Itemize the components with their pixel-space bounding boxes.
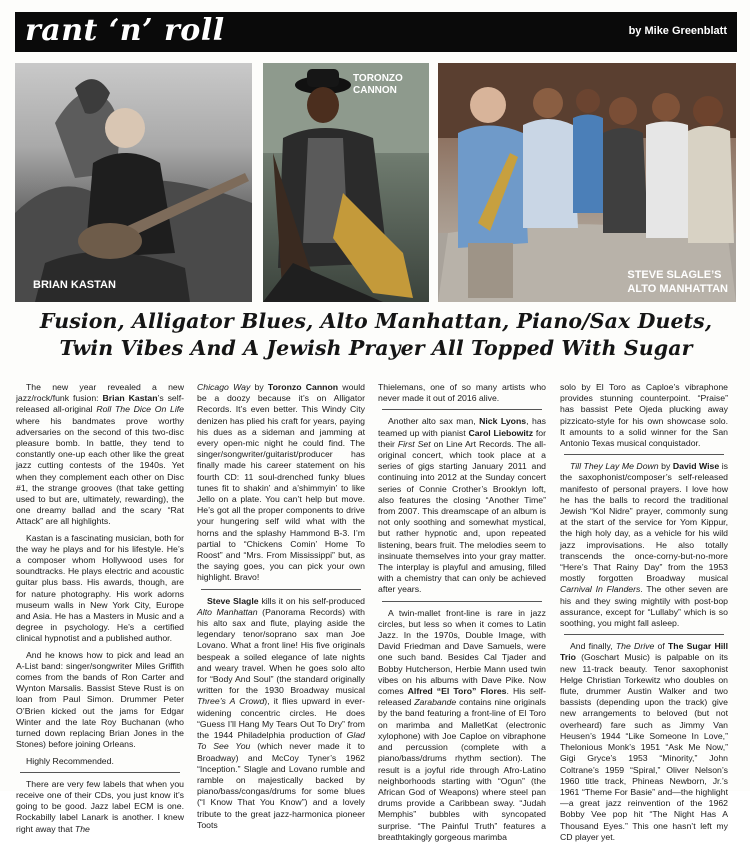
- text: A twin-mallet front-line is rare in jazz circles, but less so when it comes to Latin Jazz. In the 1970s, Double Image, with David Friedman and Dave Samuels, were one such band. Besides Cal Tjader and Bobby Hutcherson, Herbie Mann used twin vibes on his albums with Dave Pike. Now comes: [378, 607, 546, 697]
- text: of: [654, 641, 668, 652]
- headline-line: Twin Vibes And A Jewish Prayer All Topped With Sugar: [59, 336, 693, 360]
- photo-caption: BRIAN KASTAN: [33, 279, 116, 291]
- photo-brian-kastan-illustration: [15, 63, 252, 302]
- paragraph: And he knows how to pick and lead an A-List band: singer/songwriter Miles Griffith comes from the bands of Ron Carter and Wynton Marsalis. Bassist Steve Rust is on loan from Paul Simon. Drummer Peter O’Brien kicked out the jams for Edgar Winter and the late Roy Buchanan (who turned down replacing Brian Jones in the Stones) before joining Orleans.: [16, 649, 184, 750]
- artist-name: The Sugar Hill Trio: [560, 641, 728, 663]
- section-divider: [564, 634, 724, 635]
- paragraph: Kastan is a fascinating musician, both for the way he plays and for his lifestyle. He’s a composer whom Hollywood uses for soundtracks. He plays electric and acoustic guitar plus bass. His awards, though, are for nature photography. His work adorns museum walls in New York City, Europe and Asia. He has a Masters in Music and a degree in psychology. He’s a certified clinical hypnotist and a published author.: [16, 532, 184, 644]
- text: contains nine originals by the band featuring a front-line of El Toro on marimba and MalletKat (electronic xylophone) with Joe Caploe on vibraphone and percussion (complete with a piano/bass/drums rhythm section). The result is a joyful ride through Afro-Latino neighborhoods starting with “Ogun” (the African God of Weapons) where steel pan drums provide a Caribbean sway. “Judah Memphis” bubbles with syncopated surprise. “The Painful Truth” features a breathtakingly gorgeous marimba: [378, 697, 546, 842]
- text: would be a doozy because it’s on Alligator Records. It’s even better. This Windy City denizen has plied his craft for years, paying his dues as a sideman and jamming at every open-mic night he could find. The singer/songwriter/guitarist/producer has finally made his career statement on his fourth CD: 11 soul-drenched funky blues tunes fit to shakin’ and a’shimmyin’ to like Jello on a plate. You can’t help but move. He’s got all the proper components to drive your hungering self wild what with the horns and the splashy Hammond B-3. I’m partial to “Chickens Comin’ Home To Roost” and “Mrs. From Mississippi” but, as the saying goes, you can pick your own highlight. Bravo!: [197, 382, 365, 583]
- photo-alto-manhattan: [438, 63, 736, 302]
- text: (which never made it to Broadway) and McCoy Tyner’s 1962 “Inception.” Slagle and Lovano rumble and ramble on majestically backed by piano/bass/congas/drums for some blues (“I Know That You Know”) and a lovely tribute to the great jazz-harmonica pioneer Toots: [197, 741, 365, 830]
- column-header-bar: [15, 12, 737, 52]
- text: (Panorama Records) with his alto sax and flute, playing aside the legendary tenor/soprano sax man Joe Lovano. What a front line! His five originals bespeak a soiled elegance of late nights and weary travel. When he goes solo alto for “Body And Soul” (the standard originally written for the 1930 Broadway musical: [197, 606, 365, 696]
- album-title: Chicago Way: [197, 382, 251, 392]
- article-column-2: [197, 382, 365, 836]
- text: , has teamed up with pianist: [378, 416, 546, 438]
- text: on Line Art Records. The all-original concert, which took place at a series of gigs starting January 2011 and continuing into 2012 at the Sunday concert series of Connie Crother’s Brooklyn loft, also features the closing “Another Time” from 2007. This dreamscape of an album is not only soothing and somewhat mystical, but rather hypnotic and, upon repeated listening, bears fruit. The melodies seem to insinuate themselves into your gray matter. The interplay is playful and amusing, filled with a chemistry that can only be achieved after years.: [378, 438, 546, 595]
- text: There are very few labels that when you receive one of their CDs, you just know it’s going to be good. Jazz label ECM is one. Rockabilly label Lanark is another. I knew right away that: [16, 778, 184, 834]
- album-title: Till They Lay Me Down: [570, 461, 659, 472]
- artist-name: Alfred “El Toro” Flores: [407, 686, 507, 697]
- text: (Goschart Music) is palpable on its new 11-track beauty. Tenor saxophonist Helge Christian Torkewitz who doubles on flute, drummer Austin Walker and two bassists (depending upon the track) give new arrangements to beloved (but not overheard) fare such as Jimmy Van Heusen’s 1944 “Like Someone In Love,” Thelonious Monk’s 1951 “Ask Me Now,” Gigi Gryce’s 1953 “Minority,” John Coltrane’s 1959 “Spiral,” Oliver Nelson’s 1960 title track, Phineas Newborn, Jr.’s 1961 “Theme For Basie” and—the highlight—a great jazz reinvention of the 1962 Bobby Vee pop hit “The Night Has A Thousand Eyes.” This one hasn’t left my CD player yet.: [560, 652, 728, 842]
- caption-line: STEVE SLAGLE’S: [627, 269, 722, 281]
- section-divider: [201, 589, 361, 590]
- section-divider: [20, 772, 180, 773]
- paragraph: [378, 608, 546, 843]
- text: ), it flies upward in ever-widening concentric circles. He does “Guess I’ll Hang My Tears Out To Dry” from the 1944 Philadelphia production of: [197, 696, 365, 741]
- text: by: [250, 382, 268, 392]
- article-headline: [15, 308, 737, 370]
- byline: by Mike Greenblatt: [628, 25, 727, 37]
- album-title: The: [74, 823, 90, 834]
- musical-title: Carnival In Flanders: [560, 584, 641, 595]
- text: where his bandmates prove worthy adversaries on the second of this two-disc pleasure bomb. In battle, they tend to constantly one-up each other like the great jazz cutting contests of the 1940s. Yet when they complement each other on Disc #1, the strange grooves (that take getting used to but are, ultimately, rewarding), the one dreamy ballad and the scary “Rat Attack” are all highlights.: [16, 415, 184, 527]
- section-divider: [382, 601, 542, 602]
- paragraph: [560, 461, 728, 629]
- section-divider: [564, 454, 724, 455]
- caption-line: ALTO MANHATTAN: [627, 283, 728, 295]
- article-column-1: [16, 382, 184, 840]
- text: kills it on his self-produced: [258, 595, 365, 606]
- text: The new year revealed a new jazz/rock/funk fusion:: [16, 382, 184, 404]
- artist-name: David Wise: [672, 461, 720, 472]
- paragraph: [197, 382, 365, 584]
- text: is the saxophonist/composer’s self-released manifesto of personal prayers. I love how he has the balls to record the traditional Jewish “Kol Nidre” prayer, commonly sung at the start of the service for Yom Kippur, the high holy day, as a vehicle for his wild jazz improvisations. He also totally transcends the once-corny-but-no-more “Here’s That Rainy Day” from the 1953 mostly forgotten Broadway musical: [560, 461, 728, 584]
- artist-name: Toronzo Cannon: [267, 382, 339, 392]
- headline-line: Fusion, Alligator Blues, Alto Manhattan, Piano/Sax Duets,: [39, 309, 713, 333]
- paragraph: [378, 416, 546, 595]
- article-column-4: [560, 382, 728, 848]
- column-title: rant ‘n’ roll: [25, 13, 225, 48]
- photo-caption: [627, 268, 728, 296]
- photo-alto-manhattan-illustration: [438, 63, 736, 302]
- text: And finally,: [570, 641, 616, 652]
- text: . His self-released: [378, 686, 546, 708]
- paragraph: solo by El Toro as Caploe’s vibraphone provides stunning counterpoint. “Praise” has bassist Pete Ojeda plucking away pizzicato-style for his own showcase solo. It amounts to a solid winner for the San Antonio Texas musical conquistador.: [560, 382, 728, 449]
- paragraph: [16, 779, 184, 835]
- text: Another alto sax man,: [388, 416, 480, 427]
- artist-name: Brian Kastan: [102, 393, 158, 404]
- photo-brian-kastan: [15, 63, 252, 302]
- album-title: Zarabande: [414, 697, 457, 708]
- album-title: The Drive: [615, 641, 655, 652]
- album-title: Roll The Dice On Life: [96, 404, 184, 415]
- production-title: Glad To See You: [197, 730, 365, 752]
- paragraph: Highly Recommended.: [26, 755, 114, 766]
- album-title: First Set: [397, 438, 431, 449]
- paragraph: [197, 596, 365, 831]
- section-divider: [382, 409, 542, 410]
- text: for their: [378, 427, 546, 449]
- paragraph: [560, 641, 728, 843]
- photo-toronzo-cannon: [263, 63, 429, 302]
- article-column-3: [378, 382, 546, 848]
- photo-toronzo-cannon-illustration: [263, 63, 429, 302]
- paragraph: Thielemans, one of so many artists who never made it out of 2016 alive.: [378, 382, 546, 404]
- photo-caption: TORONZO CANNON: [353, 73, 403, 96]
- musical-title: Three’s A Crowd: [197, 696, 265, 707]
- text: ’s self-released all-original: [16, 393, 184, 415]
- paragraph: [16, 382, 184, 528]
- text: . The other seven are his and they swing mightily with post-bop assurance, except for “Lullaby” which is so soothing, you might fall asleep.: [560, 584, 728, 629]
- artist-name: Steve Slagle: [207, 595, 259, 606]
- album-title: Alto Manhattan: [197, 606, 258, 617]
- artist-name: Nick Lyons: [479, 416, 527, 427]
- text: by: [658, 461, 673, 472]
- artist-name: Carol Liebowitz: [468, 427, 534, 438]
